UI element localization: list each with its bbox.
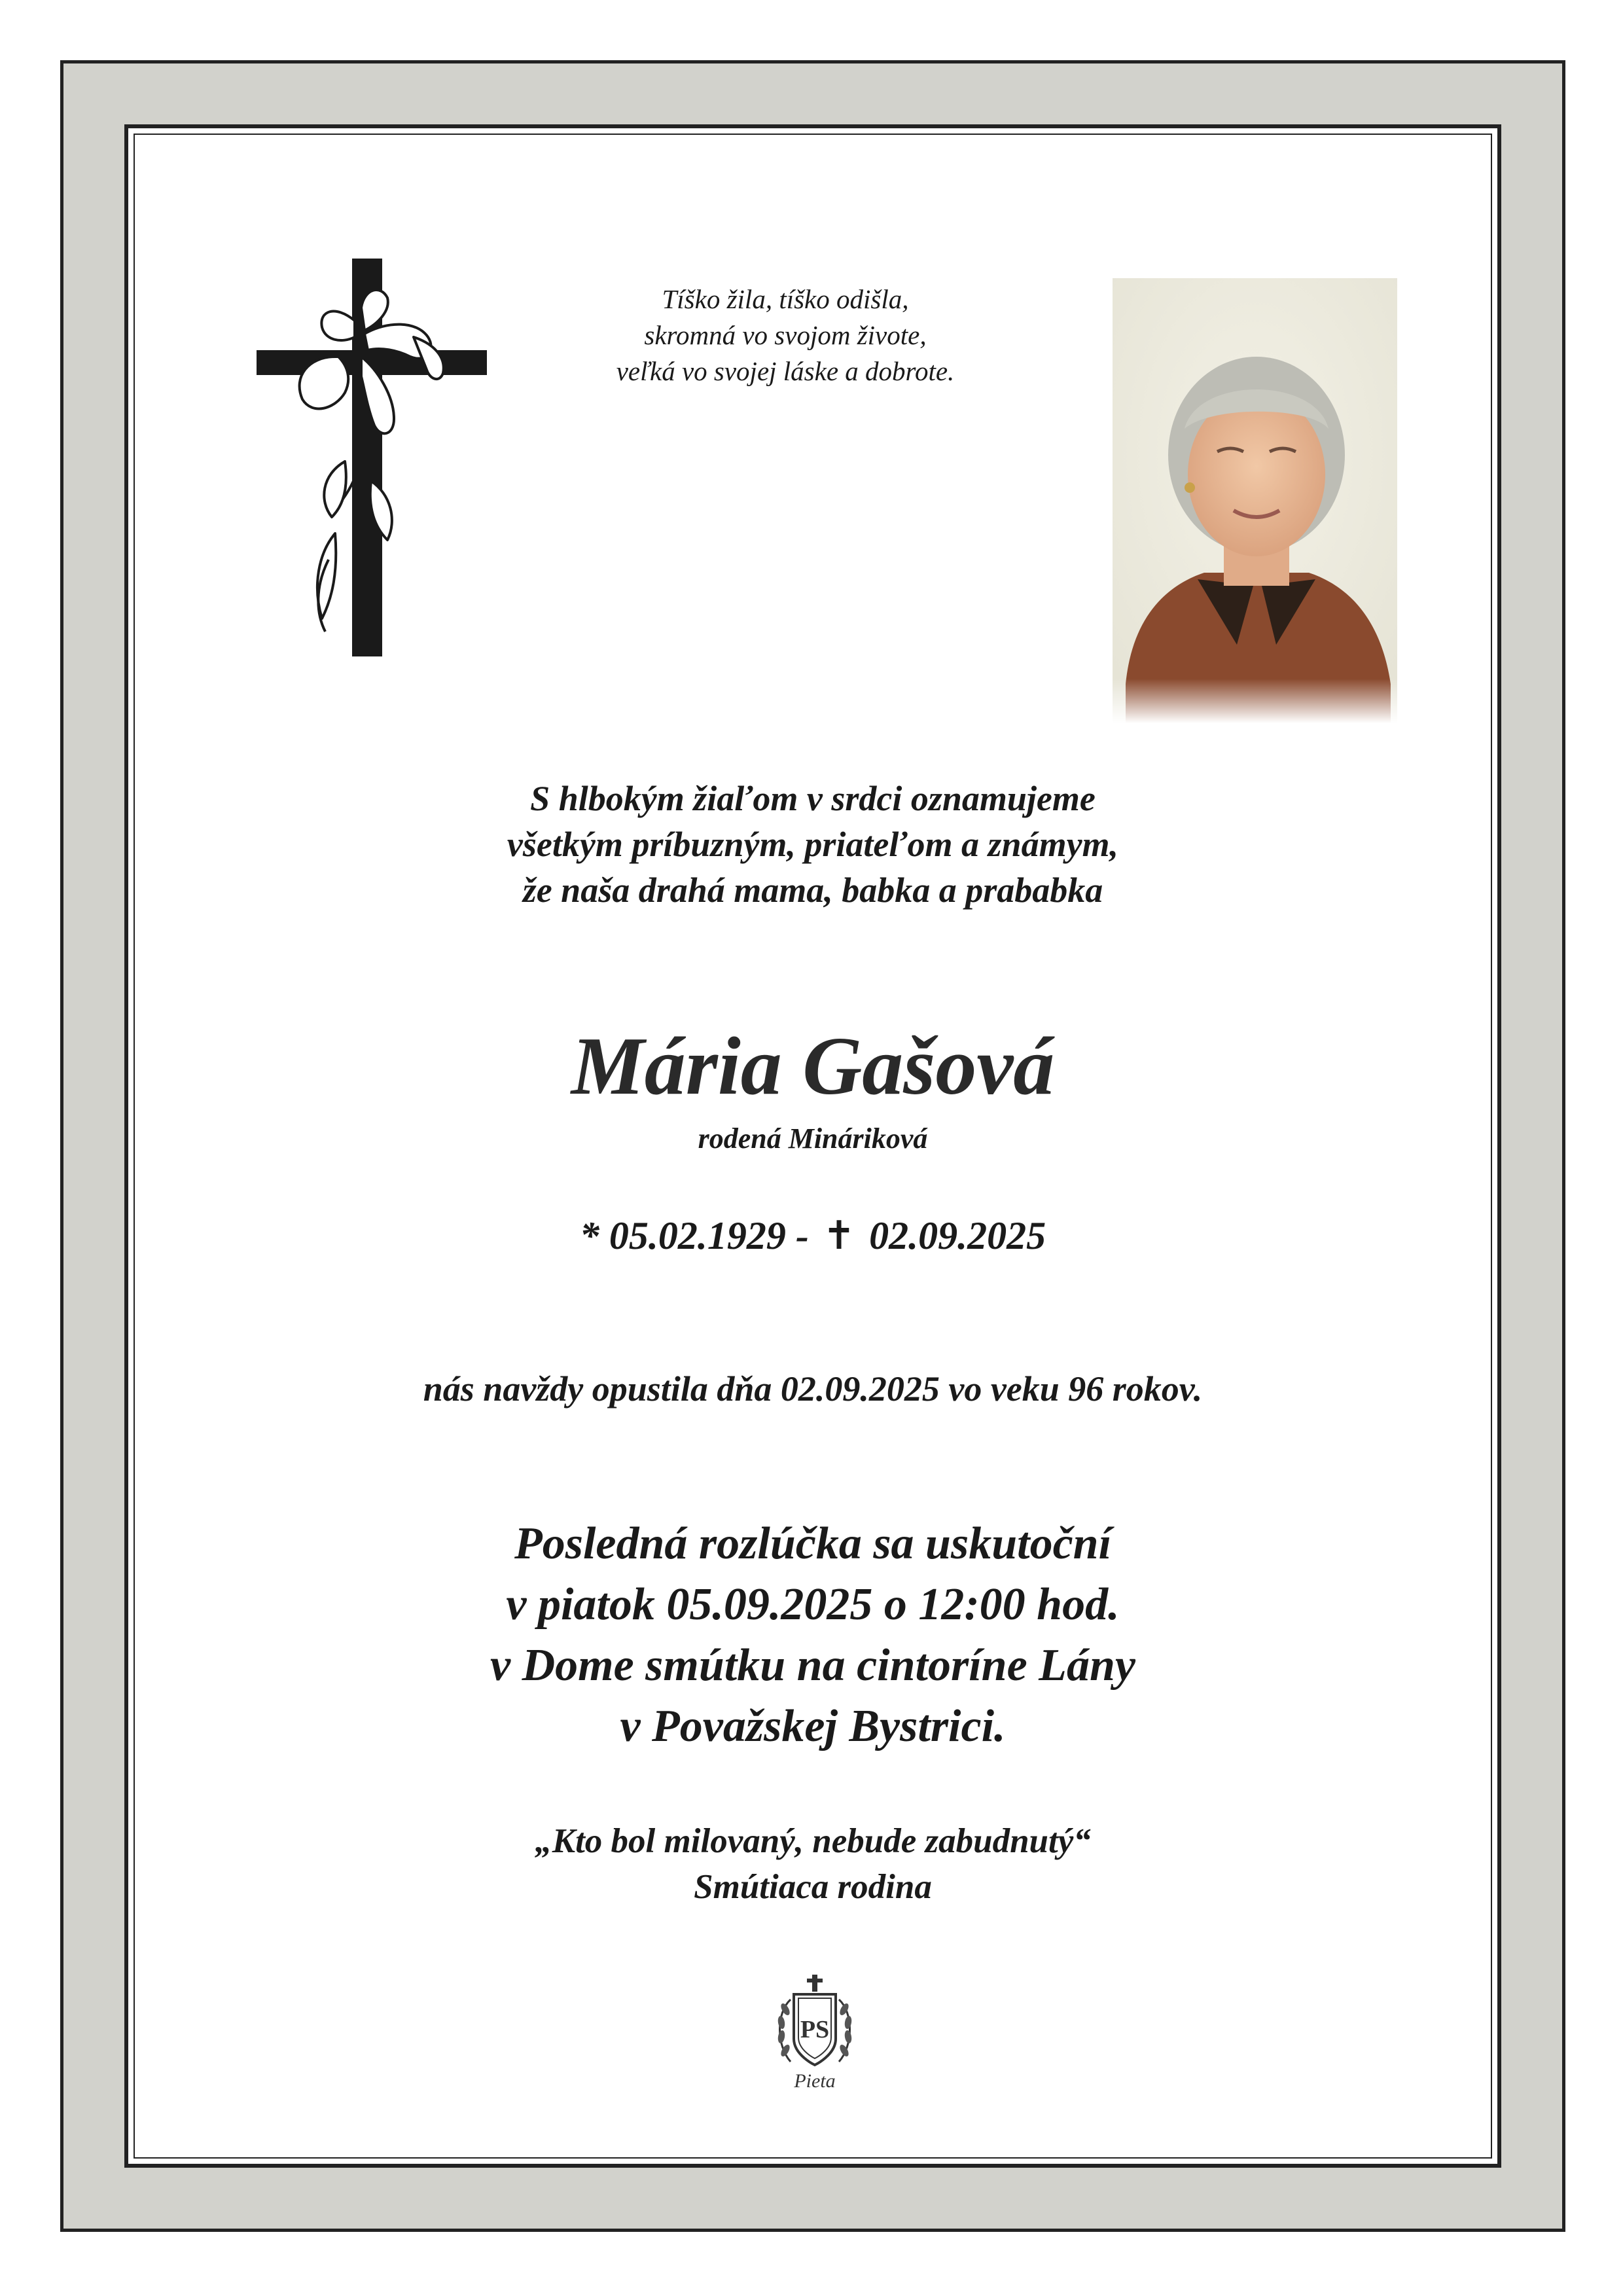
- poem: [504, 281, 1067, 389]
- poem-line: skromná vo svojom živote,: [644, 320, 927, 350]
- announcement-intro: [128, 776, 1497, 913]
- farewell-line: Posledná rozlúčka sa uskutoční: [514, 1518, 1112, 1569]
- intro-line: že naša drahá mama, babka a prababka: [522, 870, 1103, 910]
- death-date: 02.09.2025: [869, 1214, 1046, 1257]
- departed-text: nás navždy opustila dňa 02.09.2025 vo veku 96 rokov.: [423, 1369, 1203, 1408]
- cross-with-lily-icon: [257, 259, 487, 658]
- farewell-line: v Považskej Bystrici.: [620, 1701, 1006, 1751]
- family-signature: Smútiaca rodina: [694, 1868, 932, 1906]
- deceased-name: Mária Gašová: [571, 1021, 1055, 1112]
- poem-line: Tíško žila, tíško odišla,: [662, 284, 909, 314]
- portrait-photo: [1113, 278, 1397, 723]
- intro-line: všetkým príbuzným, priateľom a známym,: [507, 825, 1119, 864]
- birth-date: * 05.02.1929 -: [579, 1214, 809, 1257]
- intro-line: S hlbokým žiaľom v srdci oznamujeme: [530, 779, 1096, 818]
- cross-symbol-icon: ✝: [822, 1214, 856, 1257]
- svg-text:PS: PS: [800, 2016, 830, 2043]
- poem-line: veľká vo svojej láske a dobrote.: [616, 356, 955, 386]
- farewell-line: v Dome smútku na cintoríne Lány: [490, 1640, 1135, 1691]
- life-dates: [128, 1211, 1497, 1261]
- maiden-name: rodená Mináriková: [698, 1122, 928, 1155]
- closing: [128, 1818, 1497, 1910]
- farewell-line: v piatok 05.09.2025 o 12:00 hod.: [506, 1579, 1120, 1630]
- logo-text: Pieta: [794, 2070, 836, 2092]
- closing-quote: „Kto bol milovaný, nebude zabudnutý“: [535, 1822, 1091, 1860]
- farewell-details: [128, 1513, 1497, 1757]
